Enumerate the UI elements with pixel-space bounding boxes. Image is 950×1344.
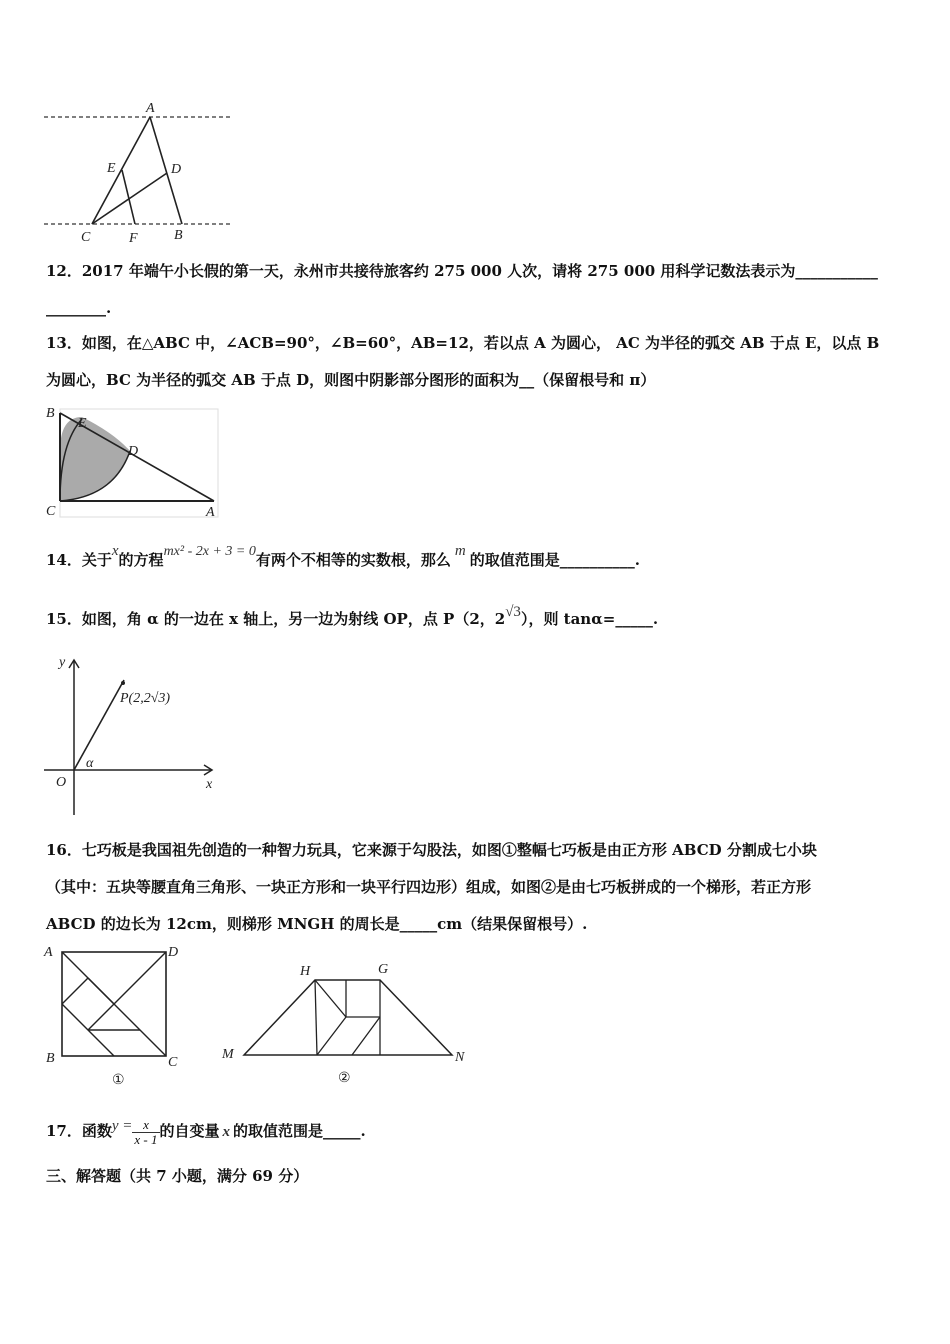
label-C: C (81, 230, 91, 245)
label-B: B (46, 1051, 55, 1066)
label-M: M (222, 1047, 234, 1062)
q14-suffix: 的取值范围是__________. (469, 551, 640, 569)
figure-triangle-parallel-lines (40, 98, 240, 246)
q17-suffix: 的取值范围是_____. (233, 1122, 366, 1140)
label-B: B (174, 228, 183, 243)
label-D: D (168, 945, 179, 960)
caption-2: ② (338, 1071, 351, 1086)
q14-var-x: x (111, 543, 119, 559)
q17-prefix: 17．函数 (46, 1122, 112, 1140)
question-12-line2: ________. (46, 299, 112, 317)
figure-shaded-triangle (44, 403, 224, 523)
label-C: C (46, 504, 56, 519)
label-P: P(2,2√3) (120, 691, 171, 706)
question-16-line2: （其中：五块等腰直角三角形、一块正方形和一块平行四边形）组成，如图②是由七巧板拼成的一个梯形，若正方形 (46, 878, 812, 896)
question-17 (46, 1116, 366, 1147)
label-y: y (59, 655, 66, 670)
q15-prefix: 15．如图，角 α 的一边在 x 轴上，另一边为射线 OP，点 P（2，2 (46, 610, 506, 628)
label-alpha: α (86, 756, 94, 771)
label-E: E (107, 161, 116, 176)
label-H: H (300, 964, 311, 979)
label-G: G (378, 962, 389, 977)
q14-equation: mx² - 2x + 3 = 0 (163, 544, 256, 559)
q15-suffix: ），则 tanα=_____. (520, 610, 659, 628)
figure-angle-coordinate (44, 650, 224, 820)
question-13-line2: 为圆心，BC 为半径的弧交 AB 于点 D，则图中阴影部分图形的面积为__（保留根号和 π） (46, 371, 656, 389)
label-A: A (146, 101, 155, 116)
q14-var-m: m (454, 543, 466, 559)
label-F: F (129, 231, 138, 246)
figure-tangram-square (42, 940, 192, 1090)
label-A: A (44, 945, 53, 960)
label-N: N (455, 1050, 465, 1065)
caption-1: ① (112, 1073, 125, 1088)
question-12-line1: 12．2017 年端午小长假的第一天，永州市共接待旅客约 275 000 人次，请将 275 000 用科学记数法表示为___________ (46, 262, 878, 280)
q17-var-x: x (222, 1124, 231, 1140)
q17-numerator: x (132, 1118, 159, 1133)
q17-fraction (132, 1118, 159, 1147)
figure-tangram-trapezoid (218, 955, 478, 1090)
label-D: D (171, 162, 182, 177)
question-16-line3: ABCD 的边长为 12cm，则梯形 MNGH 的周长是_____cm（结果保留根号）. (46, 915, 588, 933)
label-O: O (56, 775, 67, 790)
label-C: C (168, 1055, 178, 1070)
q17-mid: 的自变量 (159, 1122, 220, 1140)
section-3-heading: 三、解答题（共 7 小题，满分 69 分） (46, 1167, 309, 1185)
q14-mid2: 有两个不相等的实数根，那么 (255, 551, 451, 569)
label-E: E (78, 416, 87, 431)
q14-prefix: 14．关于 (46, 551, 112, 569)
question-16-line1: 16．七巧板是我国祖先创造的一种智力玩具，它来源于勾股法，如图①整幅七巧板是由正方形 ABCD 分割成七小块 (46, 841, 817, 859)
q15-sqrt: √3 (505, 604, 521, 620)
label-B: B (46, 406, 55, 421)
question-14 (46, 543, 640, 573)
label-D: D (128, 444, 139, 459)
question-15 (46, 604, 659, 631)
q17-y-eq: y = (111, 1118, 133, 1134)
label-x: x (206, 777, 213, 792)
q14-mid: 的方程 (118, 551, 164, 569)
label-A: A (206, 505, 215, 520)
question-13-line1: 13．如图，在△ABC 中，∠ACB=90°，∠B=60°，AB=12，若以点 A 为圆心， AC 为半径的弧交 AB 于点 E，以点 B (46, 334, 880, 352)
q17-denominator: x - 1 (134, 1131, 158, 1147)
